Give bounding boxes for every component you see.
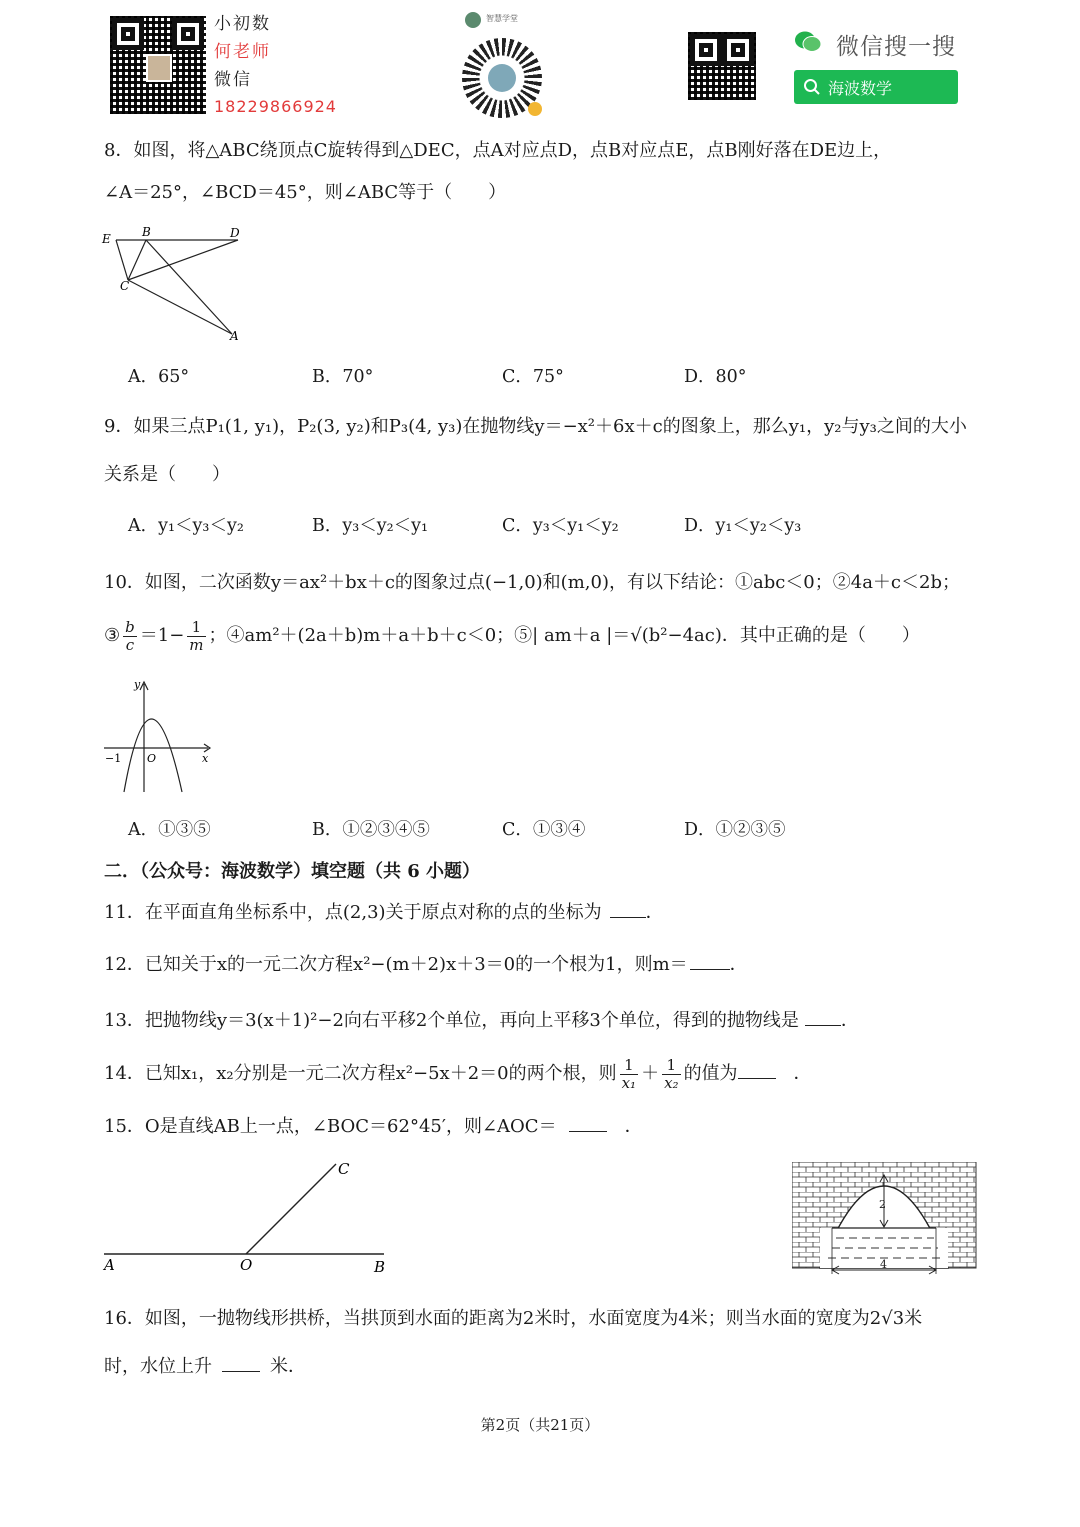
teacher-contact	[214, 10, 337, 120]
q16-line2	[104, 1354, 306, 1380]
q12-answer-blank[interactable]	[690, 969, 730, 970]
q15-answer-blank[interactable]	[569, 1131, 607, 1132]
q15-label-B: B	[374, 1258, 386, 1276]
q14-frac2-num: 1	[662, 1057, 680, 1075]
q15-label-C: C	[338, 1160, 350, 1178]
q10-frac1-den: c	[125, 635, 135, 654]
bridge-width-label: 4	[880, 1258, 887, 1271]
q10-frac2-den: m	[189, 635, 204, 654]
q10-option-b: B．①②③④⑤	[312, 820, 430, 840]
q10-frac-1-m	[187, 619, 205, 654]
q10-graph	[100, 676, 218, 796]
q11-answer-blank[interactable]	[610, 917, 646, 918]
q16-answer-blank[interactable]	[222, 1371, 260, 1372]
q8-line2: ∠A＝25°，∠BCD＝45°，则∠ABC等于（ ）	[104, 182, 507, 203]
header-phone: 18229866924	[214, 97, 337, 116]
q14: 14．已知x₁，x₂分别是一元二次方程x²−5x＋2＝0的两个根，则 $\frac{1}{\text{x₁}}$ ＋ $\frac{1}{\text{x₂}}$ 的值为 ．	[104, 1055, 812, 1092]
mini-program-logo-icon	[465, 12, 481, 28]
q10-origin-label: O	[147, 752, 157, 765]
search-icon	[803, 78, 821, 96]
q10-line1: 10．如图，二次函数y＝ax²＋bx＋c的图象过点(−1,0)和(m,0)，有以下结论：①abc＜0；②4a＋c＜2b；	[104, 572, 960, 593]
q15-figure	[100, 1156, 400, 1280]
q14-frac-2	[662, 1057, 680, 1092]
q11-text: 11．在平面直角坐标系中，点(2,3)关于原点对称的点的坐标为	[104, 902, 602, 923]
wechat-search-title: 微信搜一搜	[836, 34, 956, 60]
q14-pre: 14．已知x₁，x₂分别是一元二次方程x²−5x＋2＝0的两个根，则	[104, 1063, 617, 1084]
q14-frac2-den: x₂	[664, 1073, 679, 1092]
mini-program-caption: 智慧学堂	[486, 14, 518, 23]
q10-line2-post: ；④am²＋(2a＋b)m＋a＋b＋c＜0；⑤| am＋a |＝√(b²−4ac)．其中正确的是（ ）	[208, 625, 920, 646]
q8-option-d: D．80°	[684, 367, 747, 387]
q10-frac2-num: 1	[187, 619, 205, 637]
q9-line1: 9．如果三点P₁(1, y₁)，P₂(3, y₂)和P₃(4, y₃)在抛物线y＝−x²＋6x＋c的图象上，那么y₁，y₂与y₃之间的大小	[104, 416, 967, 437]
q8-option-c: C．75°	[502, 367, 564, 387]
q15-text: 15．O是直线AB上一点，∠BOC＝62°45′，则∠AOC＝	[104, 1116, 557, 1137]
arch-bridge-figure	[792, 1162, 978, 1278]
section-2-heading: 二．（公众号：海波数学）填空题（共 6 小题）	[104, 861, 481, 882]
qr-code-account	[688, 32, 756, 100]
q10-frac-b-c	[123, 619, 137, 654]
q9-option-d: D．y₁＜y₂＜y₃	[684, 516, 802, 536]
bridge-height-label: 2	[879, 1198, 886, 1211]
page-footer: 第2页（共21页）	[480, 1416, 600, 1434]
q13: 13．把抛物线y＝3(x＋1)²−2向右平移2个单位，再向上平移3个单位，得到的抛物线是 ．	[104, 1010, 859, 1031]
q8-figure	[100, 224, 250, 346]
q15-label-A: A	[104, 1256, 115, 1274]
q15-label-O: O	[240, 1256, 253, 1274]
q8-label-C: C	[120, 279, 130, 293]
q14-answer-blank[interactable]	[738, 1078, 776, 1079]
q10-neg1-label: −1	[105, 752, 122, 765]
q8-label-D: D	[230, 226, 240, 240]
q16-line1: 16．如图，一抛物线形拱桥，当拱顶到水面的距离为2米时，水面宽度为4米；则当水面的宽度为2√3米	[104, 1308, 923, 1329]
search-box[interactable]	[794, 70, 958, 104]
q13-text: 13．把抛物线y＝3(x＋1)²−2向右平移2个单位，再向上平移3个单位，得到的抛物线是	[104, 1010, 799, 1031]
q9-option-c: C．y₃＜y₁＜y₂	[502, 516, 619, 536]
q14-frac1-den: x₁	[621, 1073, 637, 1092]
q10-option-a: A．①③⑤	[128, 820, 211, 840]
q14-post: 的值为	[683, 1063, 738, 1084]
q10-option-d: D．①②③⑤	[684, 820, 786, 840]
q14-plus: ＋	[641, 1063, 660, 1084]
mini-program-center-icon	[488, 64, 516, 92]
search-box-label: 海波数学	[828, 79, 893, 98]
q10-line2-mid: ＝1−	[139, 625, 185, 646]
q12-text: 12．已知关于x的一元二次方程x²−(m＋2)x＋3＝0的一个根为1，则m＝	[104, 954, 688, 975]
q8-label-E: E	[102, 232, 111, 246]
q12: 12．已知关于x的一元二次方程x²−(m＋2)x＋3＝0的一个根为1，则m＝ ．	[104, 954, 748, 975]
q14-frac-1	[620, 1057, 638, 1092]
header-line-1: 小初数	[214, 14, 271, 34]
q9-option-b: B．y₃＜y₂＜y₁	[312, 516, 429, 536]
q8-label-B: B	[142, 225, 151, 239]
q8-option-b: B．70°	[312, 367, 374, 387]
q8-label-A: A	[230, 329, 239, 343]
q8-option-a: A．65°	[128, 367, 190, 387]
q10-option-c: C．①③④	[502, 820, 586, 840]
q9-option-a: A．y₁＜y₃＜y₂	[128, 516, 244, 536]
q14-frac1-num: 1	[620, 1057, 638, 1075]
mini-program-badge-icon	[528, 102, 542, 116]
header-line-3: 微信	[214, 70, 252, 90]
header-line-2: 何老师	[214, 42, 271, 62]
q16-line2-post: 米．	[270, 1356, 306, 1377]
q15: 15．O是直线AB上一点，∠BOC＝62°45′，则∠AOC＝ ．	[104, 1116, 643, 1137]
q10-line2	[104, 614, 920, 658]
q10-line2-pre: ③	[104, 625, 121, 646]
q8-line1: 8．如图，将△ABC绕顶点C旋转得到△DEC，点A对应点D，点B对应点E，点B刚好落在DE边上，	[104, 140, 892, 161]
q11: 11．在平面直角坐标系中，点(2,3)关于原点对称的点的坐标为 ．	[104, 902, 664, 923]
q9-line2: 关系是（ ）	[104, 464, 230, 485]
q10-axis-y-label: y	[134, 678, 141, 691]
q16-line2-pre: 时，水位上升	[104, 1356, 212, 1377]
wechat-icon	[794, 30, 822, 54]
q10-axis-x-label: x	[202, 752, 209, 765]
q10-frac1-num: b	[125, 617, 135, 636]
q13-answer-blank[interactable]	[805, 1025, 841, 1026]
avatar	[146, 54, 172, 82]
